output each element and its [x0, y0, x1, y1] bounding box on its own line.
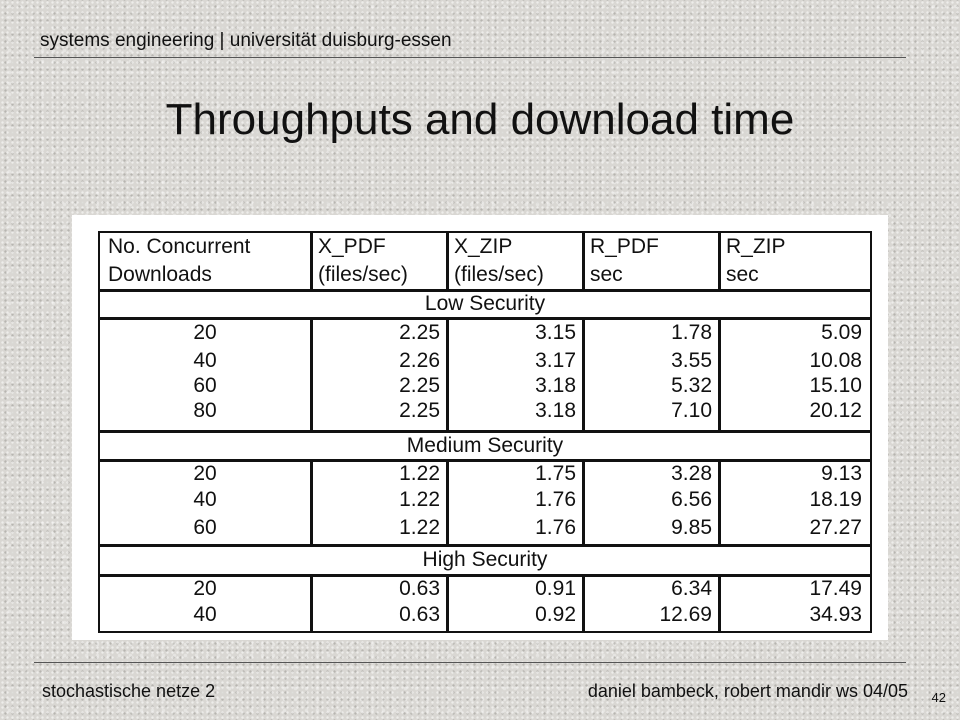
slide-title: Throughputs and download time	[165, 95, 795, 144]
footer-authors: daniel bambeck, robert mandir ws 04/05	[587, 681, 908, 701]
table-cell: 5.09	[821, 321, 862, 344]
header-divider	[34, 57, 906, 58]
table-cell: 27.27	[809, 516, 862, 539]
table-cell: 40	[193, 488, 217, 511]
table-cell: 3.55	[671, 349, 712, 372]
footer-course: stochastische netze 2	[42, 681, 216, 701]
table-cell: 1.75	[535, 462, 576, 485]
table-cell: 40	[193, 603, 217, 626]
table-cell: 7.10	[671, 399, 712, 422]
table-cell: 12.69	[659, 603, 712, 626]
table-cell: 3.15	[535, 321, 576, 344]
data-table	[98, 231, 872, 633]
column-header: No. Concurrent Downloads	[108, 235, 251, 286]
table-cell: 0.63	[399, 603, 440, 626]
table-cell: 3.18	[535, 399, 576, 422]
column-header: R_PDF sec	[590, 235, 659, 286]
column-header: X_ZIP (files/sec)	[454, 235, 544, 286]
table-cell: 0.63	[399, 577, 440, 600]
col-divider	[582, 233, 585, 289]
col-divider	[446, 233, 449, 289]
table-cell: 20	[193, 321, 217, 344]
table-cell: 15.10	[809, 374, 862, 397]
column-header: X_PDF (files/sec)	[318, 235, 408, 286]
table-cell: 60	[193, 516, 217, 539]
table-cell: 18.19	[809, 488, 862, 511]
table-cell: 9.13	[821, 462, 862, 485]
table-cell: 1.22	[399, 488, 440, 511]
table-image	[72, 215, 888, 640]
table-cell: 0.91	[535, 577, 576, 600]
table-cell: 2.26	[399, 349, 440, 372]
table-cell: 80	[193, 399, 217, 422]
table-cell: 1.76	[535, 488, 576, 511]
table-cell: 5.32	[671, 374, 712, 397]
section-header-high-security: High Security	[422, 548, 548, 571]
header-text: systems engineering | universität duisburg-essen	[40, 30, 452, 51]
table-cell: 20.12	[809, 399, 862, 422]
table-cell: 2.25	[399, 399, 440, 422]
table-cell: 20	[193, 577, 217, 600]
page-number: 42	[931, 690, 946, 705]
table-cell: 1.78	[671, 321, 712, 344]
column-header: R_ZIP sec	[726, 235, 786, 286]
table-cell: 20	[193, 462, 217, 485]
table-cell: 2.25	[399, 321, 440, 344]
table-cell: 34.93	[809, 603, 862, 626]
table-cell: 3.28	[671, 462, 712, 485]
table-cell: 40	[193, 349, 217, 372]
table-cell: 17.49	[809, 577, 862, 600]
row-divider	[100, 317, 870, 320]
table-cell: 60	[193, 374, 217, 397]
table-cell: 2.25	[399, 374, 440, 397]
table-cell: 3.18	[535, 374, 576, 397]
footer-divider	[34, 662, 906, 663]
table-cell: 3.17	[535, 349, 576, 372]
col-divider	[310, 233, 313, 289]
section-header-low-security: Low Security	[424, 292, 546, 315]
table-cell: 10.08	[809, 349, 862, 372]
col-divider	[718, 233, 721, 289]
table-cell: 1.22	[399, 462, 440, 485]
section-header-medium-security: Medium Security	[406, 434, 564, 457]
table-cell: 6.34	[671, 577, 712, 600]
table-cell: 1.76	[535, 516, 576, 539]
table-cell: 1.22	[399, 516, 440, 539]
table-cell: 6.56	[671, 488, 712, 511]
table-cell: 0.92	[535, 603, 576, 626]
table-cell: 9.85	[671, 516, 712, 539]
